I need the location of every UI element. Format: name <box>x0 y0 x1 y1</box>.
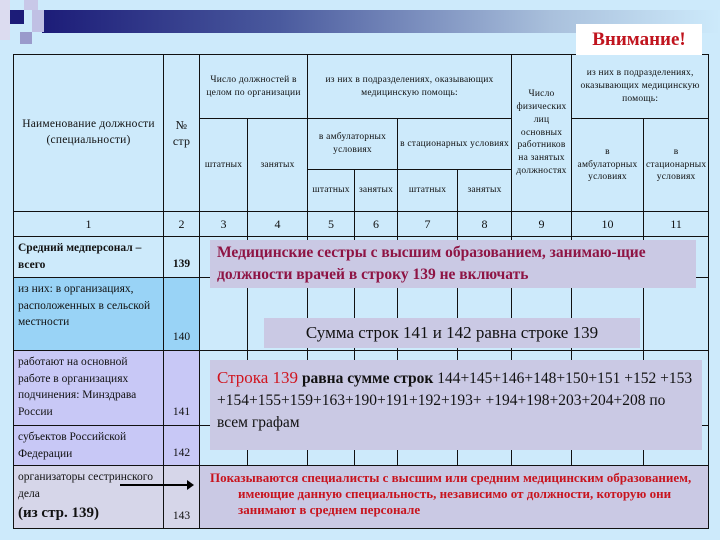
note-box-specialists <box>200 466 708 528</box>
col-number: 1 <box>14 212 164 237</box>
header-occupied-inpatient: занятых <box>458 170 512 212</box>
row-no: 141 <box>164 351 200 426</box>
decor-square <box>10 10 24 24</box>
arrow-icon <box>120 484 192 486</box>
decor-square <box>24 0 38 10</box>
header-outpatient: в амбулаторных условиях <box>308 119 398 170</box>
header-staff: штатных <box>200 119 248 212</box>
note-row139-rest: 144+145+146+148+150+151 +152 +153 +154+155+159+163+190+191+192+193+ +194+198+203+204+208 по всем графам <box>217 370 693 431</box>
row-name-text: организаторы сестринского дела <box>18 471 153 501</box>
header-staff-outpatient: штатных <box>308 170 355 212</box>
row-name: работают на основной работе в организациях подчинения: Минздрава России <box>14 351 164 426</box>
header-row-no: № стр <box>164 55 200 212</box>
notice-label: Внимание! <box>576 24 702 55</box>
note-box-sum: Сумма строк 141 и 142 равна строке 139 <box>264 318 640 348</box>
note-box-row139 <box>210 360 702 450</box>
row-name: субъектов Российской Федерации <box>14 426 164 466</box>
col-number: 9 <box>512 212 572 237</box>
header-name: Наименование должности (специальности) <box>14 55 164 212</box>
col-number: 2 <box>164 212 200 237</box>
col-number: 4 <box>248 212 308 237</box>
note-box-nurses: Медицинские сестры с высшим образованием, занимаю-щие должности врачей в строку 139 не включать <box>210 240 696 288</box>
decor-square <box>32 10 44 32</box>
col-number: 10 <box>572 212 644 237</box>
row-no: 140 <box>164 278 200 351</box>
header-of-them-units2: из них в подразделениях, оказывающих медицинскую помощь: <box>572 55 709 119</box>
col-number: 8 <box>458 212 512 237</box>
header-staff-inpatient: штатных <box>398 170 458 212</box>
row-name: Средний медперсонал – всего <box>14 237 164 278</box>
header-occupied: занятых <box>248 119 308 212</box>
col-number: 6 <box>355 212 398 237</box>
decor-square <box>0 0 10 40</box>
note-row139-red: Строка 139 <box>217 368 299 387</box>
row-no: 143 <box>164 466 200 529</box>
row-name: из них: в организациях, расположенных в сельской местности <box>14 278 164 351</box>
header-outpatient2: в амбулаторных условиях <box>572 119 644 212</box>
col-number: 3 <box>200 212 248 237</box>
header-persons: Число физических лиц основных работников на занятых должностях <box>512 55 572 212</box>
header-inpatient2: в стационарных условиях <box>644 119 709 212</box>
header-positions-total: Число должностей в целом по организации <box>200 55 308 119</box>
header-of-them-units: из них в подразделениях, оказывающих медицинскую помощь: <box>308 55 512 119</box>
row-name <box>14 466 164 529</box>
col-number: 7 <box>398 212 458 237</box>
note-specialists-text: Показываются специалисты с высшим или средним медицинским образованием, имеющие данную специальность, независимо от должности, которую они занимают в среднем персонале <box>210 470 692 517</box>
row-no: 139 <box>164 237 200 278</box>
row-no: 142 <box>164 426 200 466</box>
row-name-extra: (из стр. 139) <box>18 504 99 521</box>
col-number: 5 <box>308 212 355 237</box>
col-number: 11 <box>644 212 709 237</box>
decor-square <box>20 32 32 44</box>
header-inpatient: в стационарных условиях <box>398 119 512 170</box>
header-occupied-outpatient: занятых <box>355 170 398 212</box>
staff-table <box>13 54 709 529</box>
note-row139-bold: равна сумме строк <box>298 370 438 387</box>
